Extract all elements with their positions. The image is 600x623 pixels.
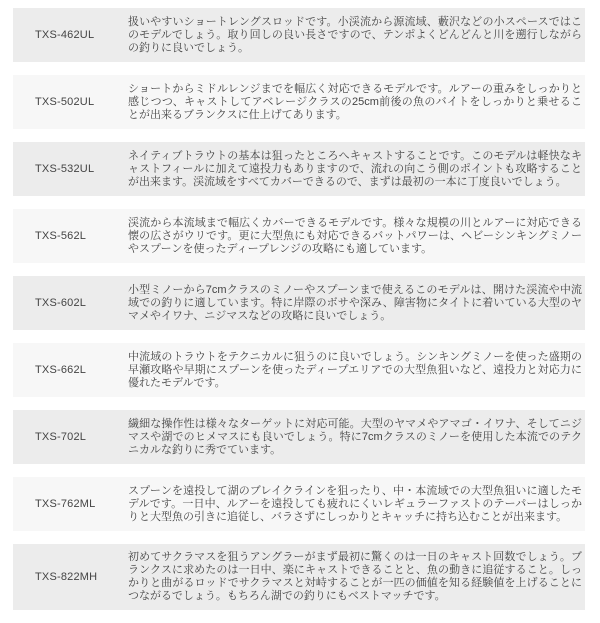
model-name: TXS-662L — [35, 364, 87, 376]
model-description: 初めてサクラマスを狙うアングラーがまず最初に驚くのは一日のキャスト回数でしょう。ブランクスに求めたのは一日中、楽にキャストできることと、魚の動きに追従すること。しっかりと曲がるロッドでサクラマスと対峙することが一匹の価値を知る経験値を上げることにつながるでしょう。もちろん湖での釣りにもベストマッチです。 — [128, 551, 582, 602]
model-name: TXS-502UL — [35, 96, 95, 108]
model-description: スプーンを遠投して湖のブレイクラインを狙ったり、中・本流域での大型魚狙いに適したモデルです。一日中、ルアーを遠投しても疲れにくいレギュラーファストのテーパーはしっかりと大型魚の引きに追従し、バラさずにしっかりとキャッチに持ち込むことが出来ます。 — [128, 484, 582, 523]
model-description: 繊細な操作性は様々なターゲットに対応可能。大型のヤマメやアマゴ・イワナ、そしてニジマスや湖でのヒメマスにも良いでしょう。特に7cmクラスのミノーを使用した本流でのテクニカルな釣りに秀でています。 — [128, 417, 582, 456]
model-description: ショートからミドルレンジまでを幅広く対応できるモデルです。ルアーの重みをしっかりと感じつつ、キャストしてアベレージクラスの25cm前後の魚のバイトをしっかりと乗せることが出来るブランクスに仕上げてあります。 — [128, 82, 582, 121]
table-row — [13, 8, 585, 62]
model-name: TXS-702L — [35, 431, 87, 443]
model-name: TXS-822MH — [35, 571, 98, 583]
table-row — [13, 276, 585, 330]
table-row — [13, 544, 585, 610]
table-row — [13, 477, 585, 531]
model-name: TXS-602L — [35, 297, 87, 309]
table-row — [13, 209, 585, 263]
model-description: ネイティブトラウトの基本は狙ったところへキャストすることです。このモデルは軽快なキャストフィールに加えて遠投力もありますので、流れの向こう側のポイントも攻略することが出来ます。渓流域をすべてカバーできるので、まずは最初の一本に丁度良いでしょう。 — [128, 149, 582, 188]
table-row — [13, 410, 585, 464]
model-description: 扱いやすいショートレングスロッドです。小渓流から源流域、藪沢などの小スペースではこのモデルでしょう。取り回しの良い長さですので、テンポよくどんどんと川を遡行しながらの釣りに良いでしょう。 — [128, 15, 582, 54]
table-row — [13, 343, 585, 397]
model-name: TXS-562L — [35, 230, 87, 242]
table-row — [13, 142, 585, 196]
model-description: 中流域のトラウトをテクニカルに狙うのに良いでしょう。シンキングミノーを使った盛期の早瀬攻略や早期にスプーンを使ったディープエリアでの大型魚狙いなど、遠投力と対応力に優れたモデルです。 — [128, 350, 582, 389]
model-description: 小型ミノーから7cmクラスのミノーやスプーンまで使えるこのモデルは、開けた渓流や中流域での釣りに適しています。特に岸際のボサや深み、障害物にタイトに着いている大型のヤマメやイワナ、ニジマスなどの攻略に良いでしょう。 — [128, 283, 582, 322]
model-name: TXS-462UL — [35, 29, 95, 41]
model-description: 渓流から本流域まで幅広くカバーできるモデルです。様々な規模の川とルアーに対応できる懐の広さがウリです。更に大型魚にも対応できるバットパワーは、ヘビーシンキングミノーやスプーンを使ったディープレンジの攻略にも適しています。 — [128, 216, 582, 255]
model-name: TXS-762ML — [35, 498, 96, 510]
model-name: TXS-532UL — [35, 163, 95, 175]
table-row — [13, 75, 585, 129]
